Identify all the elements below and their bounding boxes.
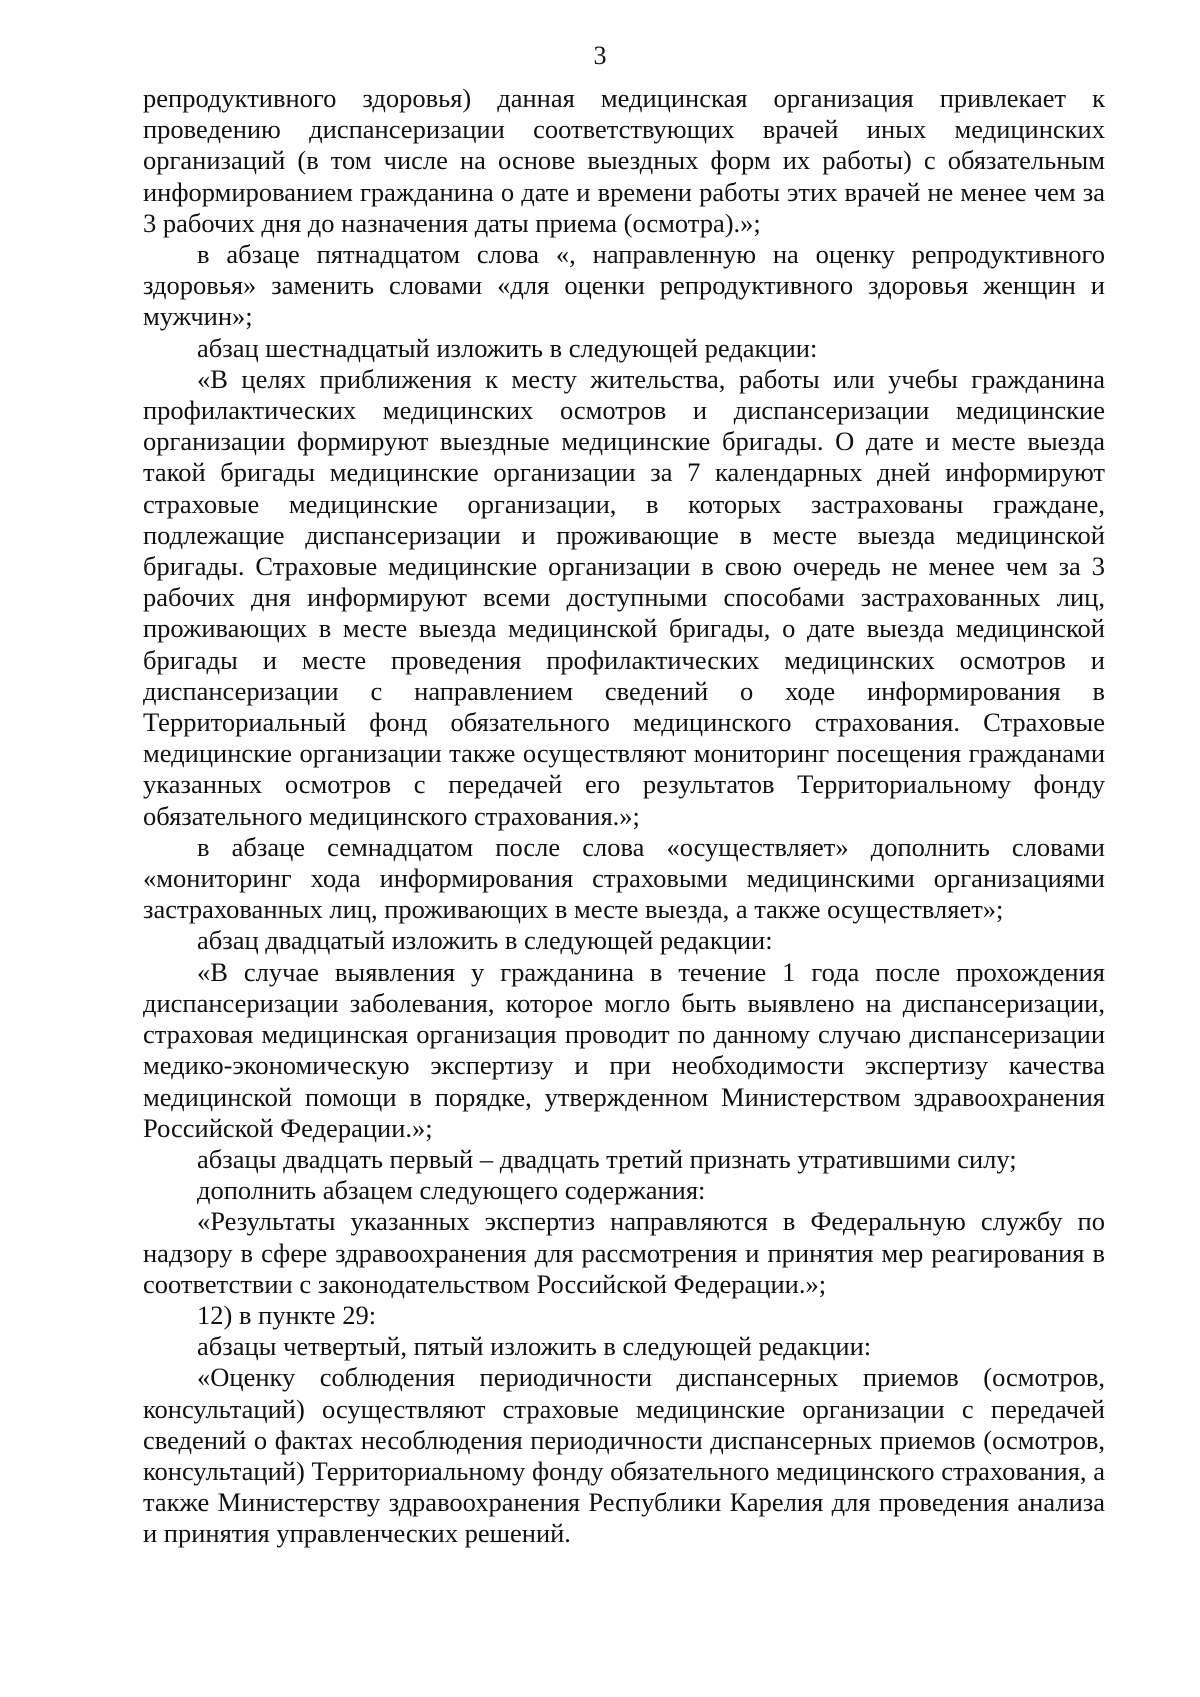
paragraph: «Оценку соблюдения периодичности диспансерных приемов (осмотров, консультаций) осуществляют страховые медицинские организации с передачей сведений о фактах несоблюдения периодичности диспансерных приемов (осмотров, консультаций) Территориальному фонду обязательного медицинского страхования, а также Министерству здравоохранения Республики Карелия для проведения анализа и принятия управленческих решений. (143, 1362, 1105, 1549)
paragraph: абзацы двадцать первый – двадцать третий признать утратившими силу; (197, 1143, 1017, 1174)
paragraph: абзац шестнадцатый изложить в следующей редакции: (197, 332, 818, 363)
paragraph: репродуктивного здоровья) данная медицинская организация привлекает к проведению диспансеризации соответствующих врачей иных медицинских организаций (в том числе на основе выездных форм их работы) с обязательным информированием гражданина о дате и времени работы этих врачей не менее чем за 3 рабочих дня до назначения даты приема (осмотра).»; (143, 83, 1105, 238)
paragraph: в абзаце пятнадцатом слова «, направленную на оценку репродуктивного здоровья» заменить словами «для оценки репродуктивного здоровья женщин и мужчин»; (143, 239, 1105, 332)
page-number: 3 (593, 41, 607, 70)
paragraph: «Результаты указанных экспертиз направляются в Федеральную службу по надзору в сфере здравоохранения для рассмотрения и принятия мер реагирования в соответствии с законодательством Российской Федерации.»; (143, 1206, 1105, 1299)
paragraph: абзацы четвертый, пятый изложить в следующей редакции: (197, 1331, 872, 1362)
paragraph: 12) в пункте 29: (197, 1299, 377, 1330)
paragraph: в абзаце семнадцатом после слова «осуществляет» дополнить словами «мониторинг хода информирования страховыми медицинскими организациями застрахованных лиц, проживающих в месте выезда, а также осуществляет»; (143, 831, 1105, 925)
paragraph: «В целях приближения к месту жительства, работы или учебы гражданина профилактических медицинских осмотров и диспансеризации медицинские организации формируют выездные медицинские бригады. О дате и месте выезда такой бригады медицинские организации за 7 календарных дней информируют страховые медицинские организации, в которых застрахованы граждане, подлежащие диспансеризации и проживающие в месте выезда медицинской бригады. Страховые медицинские организации в свою очередь не менее чем за 3 рабочих дня информируют всеми доступными способами застрахованных лиц, проживающих в месте выезда медицинской бригады, о дате выезда медицинской бригады и месте проведения профилактических медицинских осмотров и диспансеризации с направлением сведений о ходе информирования в Территориальный фонд обязательного медицинского страхования. Страховые медицинские организации также осуществляют мониторинг посещения гражданами указанных осмотров с передачей его результатов Территориальному фонду обязательного медицинского страхования.»; (143, 363, 1105, 831)
paragraph: абзац двадцатый изложить в следующей редакции: (197, 925, 773, 956)
paragraph: дополнить абзацем следующего содержания: (197, 1175, 706, 1206)
paragraph: «В случае выявления у гражданина в течение 1 года после прохождения диспансеризации заболевания, которое могло быть выявлено на диспансеризации, страховая медицинская организация проводит по данному случаю диспансеризации медико-экономическую экспертизу и при необходимости экспертизу качества медицинской помощи в порядке, утвержденном Министерством здравоохранения Российской Федерации.»; (143, 956, 1105, 1143)
document-body (143, 83, 1105, 1550)
